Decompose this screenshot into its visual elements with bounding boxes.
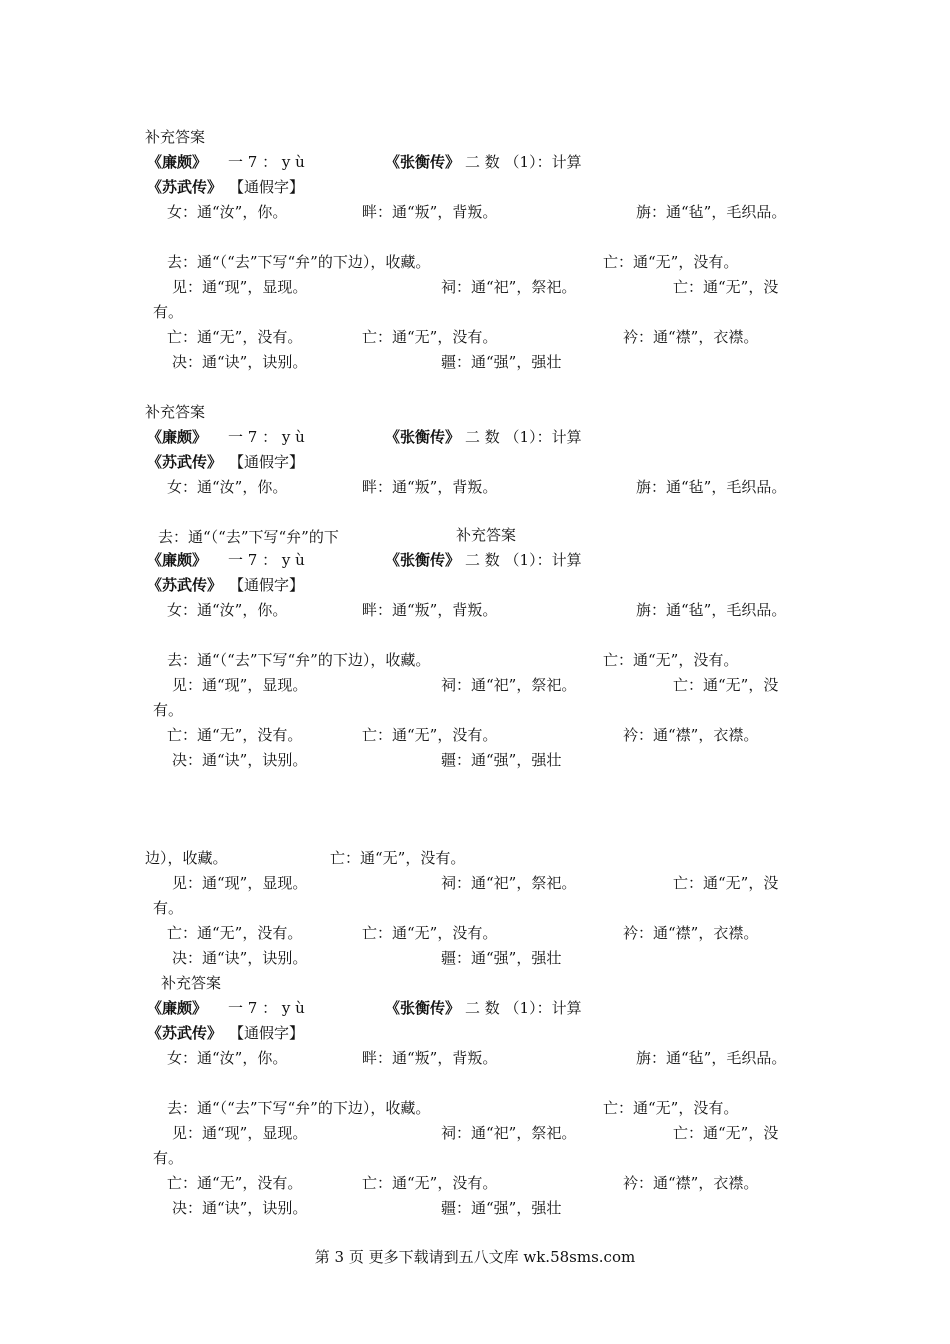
entry-ci: 祠：通“祀”，祭祀。 [441,278,577,296]
question-one-seven: 一 7 ： y ù [228,999,305,1017]
entry-xian: 见：通“现”，显现。 [172,874,308,892]
book-title-su-wu: 《苏武传》 [147,453,223,471]
question-one-seven: 一 7 ： y ù [228,153,305,171]
entry-wang: 亡：通“无”，没有。 [362,726,498,744]
entry-wang: 亡：通“无”，没有。 [362,924,498,942]
section-heading: 补充答案 [145,403,206,421]
book-title-su-wu: 《苏武传》 [147,178,223,196]
question-two-calc: 二 数 （1）：计算 [465,153,582,171]
entry-zhan: 旃：通“毡”，毛织品。 [636,601,787,619]
entry-jin: 衿：通“襟”，衣襟。 [623,1174,759,1192]
section-heading: 补充答案 [456,526,517,544]
entry-pan: 畔：通“叛”，背叛。 [362,478,498,496]
entry-qu-partial: 去：通“（“去”下写“弁”的下 [158,528,339,546]
section-heading: 补充答案 [161,974,222,992]
entry-wang: 亡：通“无”，没 [673,874,779,892]
entry-ci: 祠：通“祀”，祭祀。 [441,1124,577,1142]
entry-xian: 见：通“现”，显现。 [172,278,308,296]
entry-wang: 亡：通“无”，没有。 [167,726,303,744]
entry-pan: 畔：通“叛”，背叛。 [362,601,498,619]
entry-wang-cont: 有。 [153,303,184,321]
entry-pan: 畔：通“叛”，背叛。 [362,203,498,221]
entry-zhan: 旃：通“毡”，毛织品。 [636,1049,787,1067]
section-heading: 补充答案 [145,128,206,146]
entry-wang: 亡：通“无”，没有。 [603,1099,739,1117]
tongjia-label: 【通假字】 [229,576,305,594]
entry-wang-cont: 有。 [153,899,184,917]
entry-jin: 衿：通“襟”，衣襟。 [623,924,759,942]
entry-jiang: 疆：通“强”，强壮 [441,1199,562,1217]
entry-jue: 决：通“诀”，诀别。 [172,1199,308,1217]
entry-wang: 亡：通“无”，没有。 [362,1174,498,1192]
entry-nv: 女：通“汝”，你。 [167,1049,288,1067]
entry-wang: 亡：通“无”，没 [673,278,779,296]
entry-jiang: 疆：通“强”，强壮 [441,353,562,371]
entry-jue: 决：通“诀”，诀别。 [172,751,308,769]
entry-jin: 衿：通“襟”，衣襟。 [623,328,759,346]
question-two-calc: 二 数 （1）：计算 [465,551,582,569]
entry-wang: 亡：通“无”，没有。 [167,1174,303,1192]
book-title-zhang-heng: 《张衡传》 [385,551,461,569]
book-title-zhang-heng: 《张衡传》 [385,999,461,1017]
entry-nv: 女：通“汝”，你。 [167,203,288,221]
entry-jue: 决：通“诀”，诀别。 [172,353,308,371]
entry-wang: 亡：通“无”，没有。 [330,849,466,867]
entry-jiang: 疆：通“强”，强壮 [441,949,562,967]
book-title-lian-po: 《廉颇》 [147,999,208,1017]
book-title-zhang-heng: 《张衡传》 [385,153,461,171]
entry-jiang: 疆：通“强”，强壮 [441,751,562,769]
tongjia-label: 【通假字】 [229,453,305,471]
entry-wang: 亡：通“无”，没 [673,1124,779,1142]
book-title-lian-po: 《廉颇》 [147,153,208,171]
page-footer: 第 3 页 更多下载请到五八文库 wk.58sms.com [314,1248,636,1266]
entry-wang: 亡：通“无”，没有。 [603,253,739,271]
entry-ci: 祠：通“祀”，祭祀。 [441,676,577,694]
book-title-zhang-heng: 《张衡传》 [385,428,461,446]
question-one-seven: 一 7 ： y ù [228,551,305,569]
entry-wang-cont: 有。 [153,701,184,719]
entry-wang: 亡：通“无”，没有。 [362,328,498,346]
entry-zhan: 旃：通“毡”，毛织品。 [636,203,787,221]
entry-xian: 见：通“现”，显现。 [172,676,308,694]
question-two-calc: 二 数 （1）：计算 [465,428,582,446]
entry-qu-continued: 边），收藏。 [145,849,228,867]
entry-wang-cont: 有。 [153,1149,184,1167]
tongjia-label: 【通假字】 [229,1024,305,1042]
book-title-su-wu: 《苏武传》 [147,1024,223,1042]
book-title-lian-po: 《廉颇》 [147,428,208,446]
entry-xian: 见：通“现”，显现。 [172,1124,308,1142]
entry-ci: 祠：通“祀”，祭祀。 [441,874,577,892]
entry-nv: 女：通“汝”，你。 [167,478,288,496]
entry-wang: 亡：通“无”，没有。 [167,328,303,346]
book-title-lian-po: 《廉颇》 [147,551,208,569]
question-two-calc: 二 数 （1）：计算 [465,999,582,1017]
entry-nv: 女：通“汝”，你。 [167,601,288,619]
entry-pan: 畔：通“叛”，背叛。 [362,1049,498,1067]
entry-zhan: 旃：通“毡”，毛织品。 [636,478,787,496]
entry-qu: 去：通“（“去”下写“弁”的下边），收藏。 [167,651,431,669]
entry-wang: 亡：通“无”，没 [673,676,779,694]
entry-jue: 决：通“诀”，诀别。 [172,949,308,967]
entry-qu: 去：通“（“去”下写“弁”的下边），收藏。 [167,253,431,271]
book-title-su-wu: 《苏武传》 [147,576,223,594]
question-one-seven: 一 7 ： y ù [228,428,305,446]
entry-wang: 亡：通“无”，没有。 [167,924,303,942]
tongjia-label: 【通假字】 [229,178,305,196]
entry-wang: 亡：通“无”，没有。 [603,651,739,669]
entry-qu: 去：通“（“去”下写“弁”的下边），收藏。 [167,1099,431,1117]
entry-jin: 衿：通“襟”，衣襟。 [623,726,759,744]
